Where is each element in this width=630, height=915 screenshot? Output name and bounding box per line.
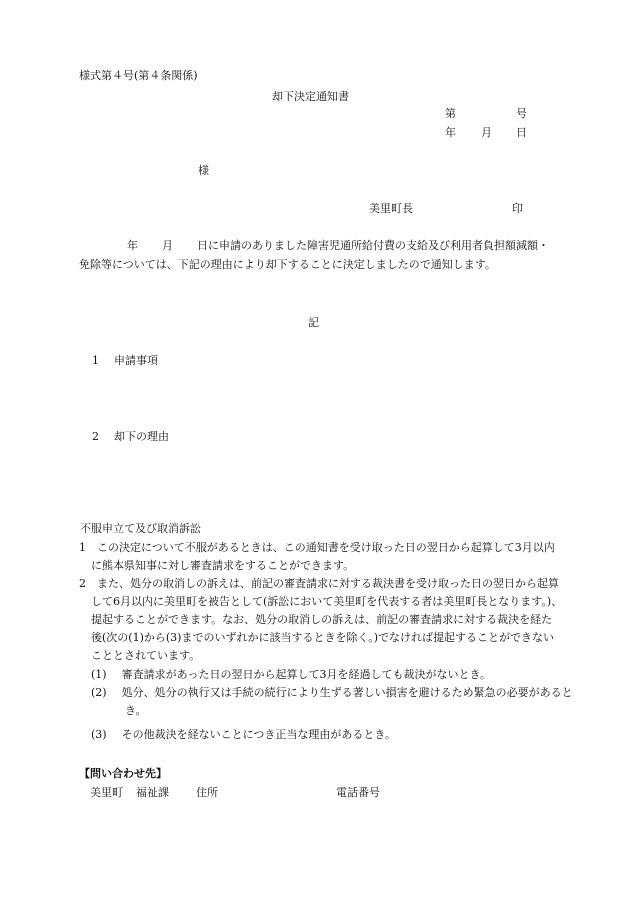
item-1	[92, 354, 158, 367]
issue-number-suffix: 号	[516, 107, 527, 120]
body-date-year: 年	[127, 239, 138, 252]
body-text: 日に申請のありました障害児通所給付費の支給及び利用者負担額減額・免除等については、下記の理由により却下することに決定しましたので通知します。	[79, 239, 549, 271]
item-label: 却下の理由	[114, 430, 169, 443]
sub-item-number: (1)	[91, 668, 107, 681]
ki-marker: 記	[308, 316, 319, 329]
sub-item-2	[91, 684, 585, 720]
contact-phone-label: 電話番号	[336, 786, 380, 799]
sub-item-text: 処分、処分の執行又は手続の続行により生ずる著しい損害を避けるため緊急の必要があるとき。	[121, 686, 573, 717]
document-title: 却下決定通知書	[272, 90, 349, 103]
issue-day: 日	[516, 126, 527, 139]
contact-dept: 福祉課	[136, 786, 169, 799]
contact-address-label: 住所	[196, 786, 218, 799]
sub-item-text: その他裁決を経ないことにつき正当な理由があるとき。	[121, 728, 396, 741]
body-date-month: 月	[162, 239, 173, 252]
contact-heading: 【問い合わせ先】	[79, 767, 167, 780]
issue-month: 月	[481, 126, 492, 139]
addressee-honorific: 様	[198, 164, 209, 177]
seal-mark: 印	[512, 202, 523, 215]
appeal-heading: 不服申立て及び取消訴訟	[80, 522, 201, 535]
issue-year: 年	[445, 126, 456, 139]
sub-item-text: 審査請求があった日の翌日から起算して3月を経過しても裁決がないとき。	[121, 668, 492, 681]
body-paragraph	[79, 236, 549, 274]
sub-item-3	[91, 726, 551, 744]
issue-number-prefix: 第	[445, 107, 456, 120]
item-number: 1	[92, 354, 99, 367]
item-2	[92, 430, 169, 443]
appeal-paragraph-2: 2 また、処分の取消しの訴えは、前記の審査請求に対する裁決書を受け取った日の翌日から起算して6月以内に美里町を被告として(訴訟において美里町を代表する者は美里町長となります。)、提起することができます。なお、処分の取消しの訴えは、前記の審査請求に対する裁決を経た後(次の(1)から(3)までのいずれかに該当するときを除く。)でなければ提起することができないこととされています。	[79, 577, 563, 662]
form-number: 様式第４号(第４条関係)	[79, 69, 198, 82]
sender-name: 美里町長	[369, 202, 413, 215]
sub-item-number: (3)	[91, 728, 107, 741]
sub-item-number: (2)	[91, 686, 107, 699]
item-number: 2	[92, 430, 99, 443]
appeal-paragraph-1: 1 この決定について不服があるときは、この通知書を受け取った日の翌日から起算して3月以内に熊本県知事に対し審査請求をすることができます。	[79, 541, 555, 572]
item-label: 申請事項	[114, 354, 158, 367]
contact-town: 美里町	[90, 786, 123, 799]
sub-item-1	[91, 666, 551, 684]
